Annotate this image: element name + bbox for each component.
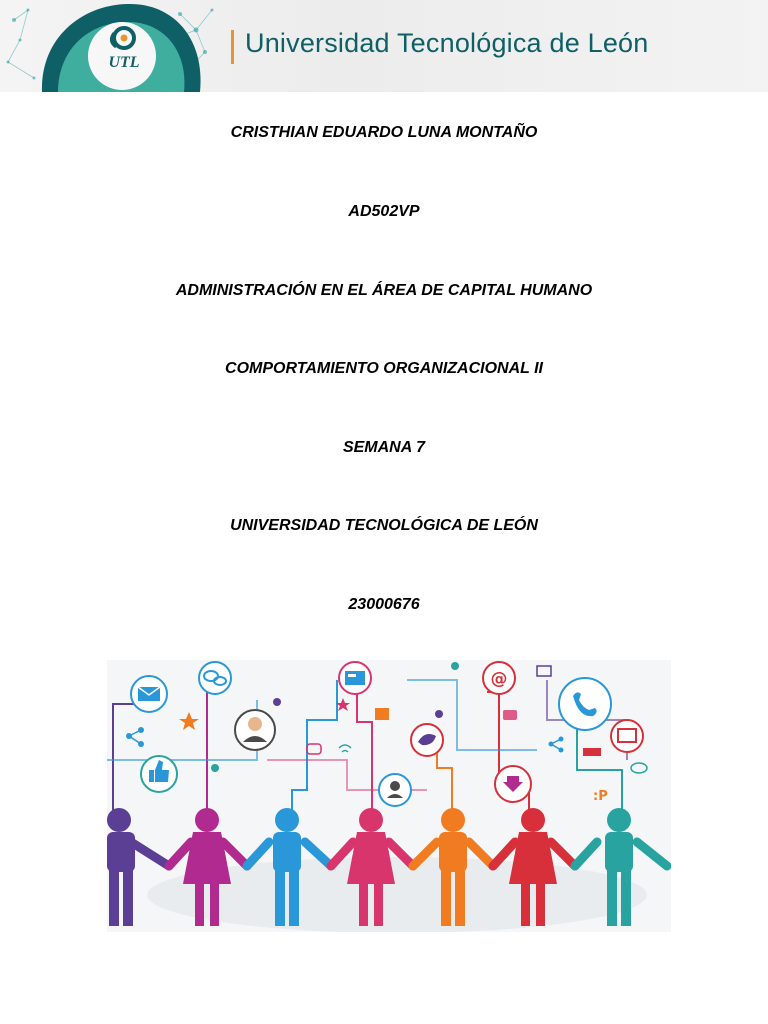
- people-icon-3: [435, 710, 443, 718]
- header-emblem: [0, 0, 230, 92]
- phone-icon: [559, 678, 611, 730]
- career-name: ADMINISTRACIÓN EN EL ÁREA DE CAPITAL HUMANO: [175, 282, 593, 299]
- download-icon: [495, 766, 531, 802]
- tag-icon: [583, 748, 601, 756]
- people-icon-4: [211, 764, 219, 772]
- emoticon-icon: :P: [593, 789, 608, 804]
- thumbs-up-icon: [141, 756, 177, 792]
- header-divider: [231, 30, 234, 64]
- institution-name: UNIVERSIDAD TECNOLÓGICA DE LEÓN: [230, 517, 538, 534]
- bird-icon: [411, 724, 443, 756]
- university-header: [0, 0, 768, 92]
- social-network-illustration: [107, 660, 671, 932]
- user-avatar-icon: [235, 710, 275, 750]
- group-code: AD502VP: [348, 203, 420, 220]
- week-label: SEMANA 7: [342, 439, 426, 456]
- subject-name: COMPORTAMIENTO ORGANIZACIONAL II: [225, 360, 543, 377]
- university-name: Universidad Tecnológica de León: [245, 28, 649, 58]
- people-icon: [273, 698, 281, 706]
- people-icon-2: [451, 662, 459, 670]
- tablet-icon: [611, 720, 643, 752]
- user-avatar-small-icon: [379, 774, 411, 806]
- student-name: CRISTHIAN EDUARDO LUNA MONTAÑO: [230, 124, 538, 141]
- student-id: 23000676: [348, 596, 420, 613]
- hand-icon: [503, 710, 517, 720]
- at-sign-text: @: [490, 669, 508, 689]
- chat-bubble-icon: [199, 662, 231, 694]
- logo-letters: UTL: [108, 54, 140, 71]
- folder-icon: [375, 708, 389, 720]
- news-icon: [339, 662, 371, 694]
- mail-icon: [131, 676, 167, 712]
